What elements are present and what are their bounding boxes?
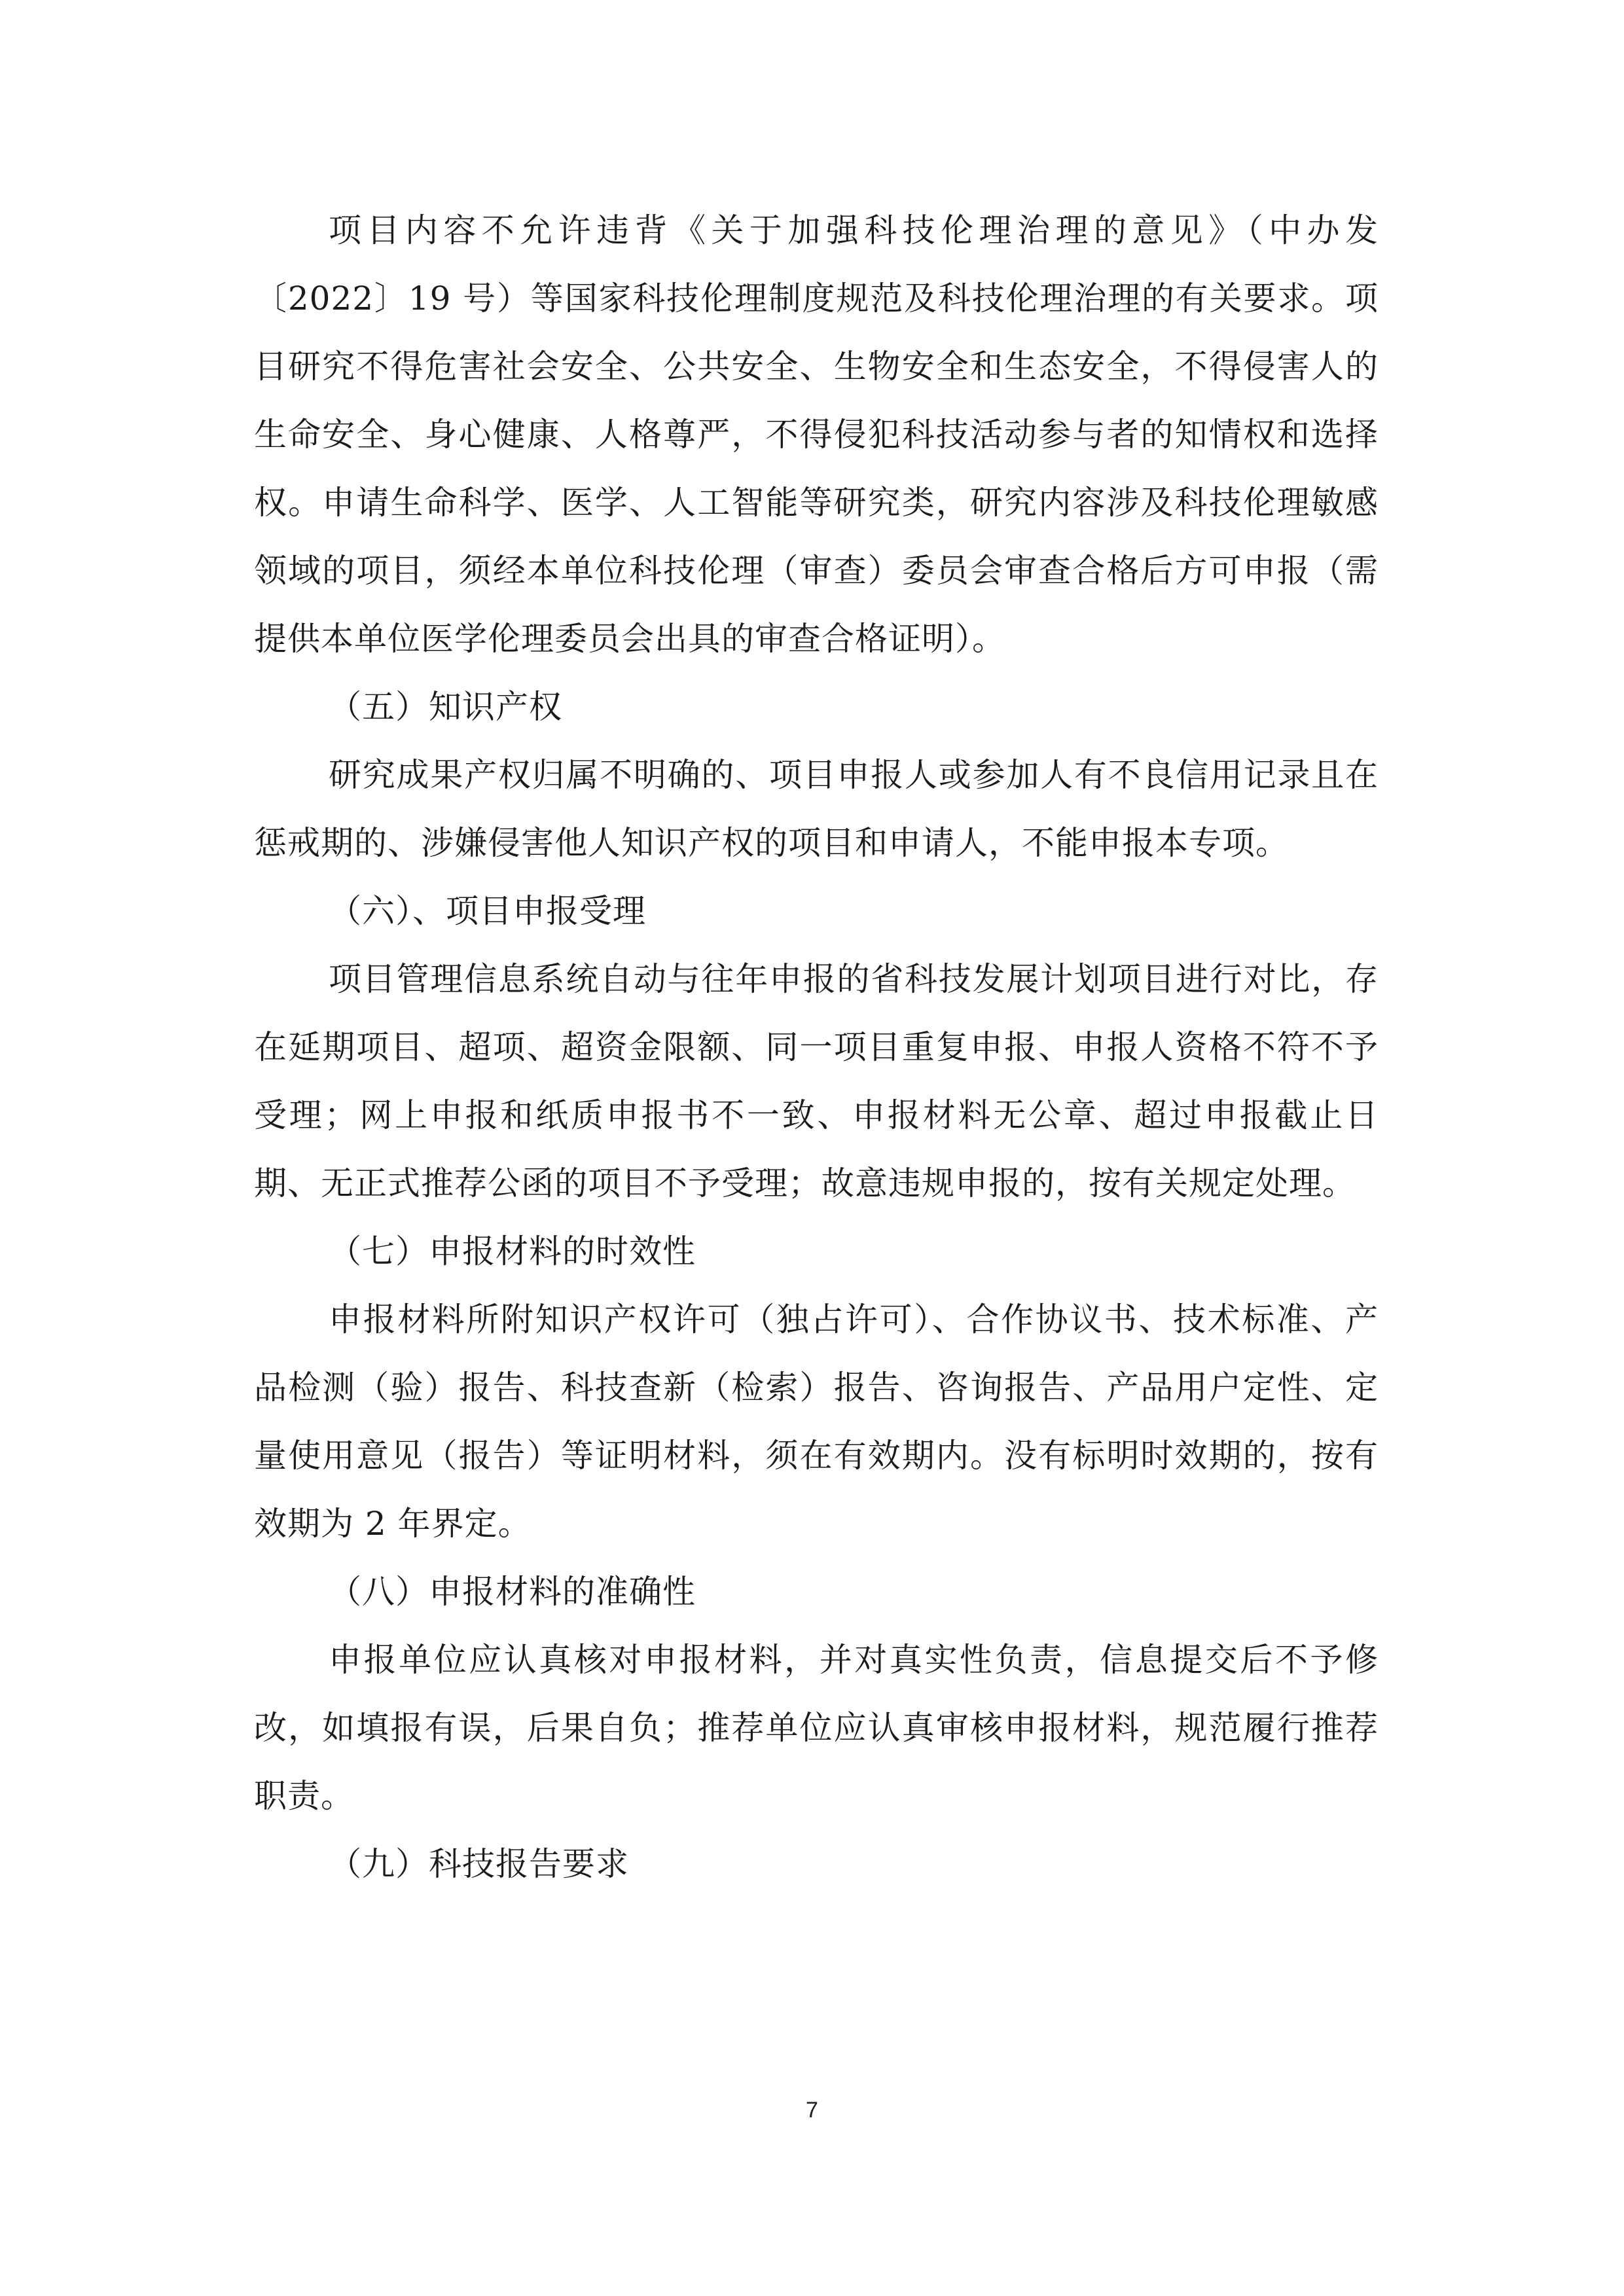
heading-application-acceptance: （六）、项目申报受理 <box>329 892 646 930</box>
heading-intellectual-property: （五）知识产权 <box>329 688 562 726</box>
paragraph-intellectual-property: 研究成果产权归属不明确的、项目申报人或参加人有不良信用记录且在惩戒期的、涉嫌侵害他人知识产权的项目和申请人，不能申报本专项。 <box>254 756 1379 862</box>
heading-tech-report-requirements: （九）科技报告要求 <box>329 1845 629 1883</box>
page-body <box>254 196 1379 1898</box>
paragraph-material-accuracy: 申报单位应认真核对申报材料，并对真实性负责，信息提交后不予修改，如填报有误，后果自负；推荐单位应认真审核申报材料，规范履行推荐职责。 <box>254 1641 1379 1815</box>
heading-material-validity: （七）申报材料的时效性 <box>329 1232 696 1270</box>
paragraph-application-acceptance: 项目管理信息系统自动与往年申报的省科技发展计划项目进行对比，存在延期项目、超项、超资金限额、同一项目重复申报、申报人资格不符不予受理；网上申报和纸质申报书不一致、申报材料无公章、超过申报截止日期、无正式推荐公函的项目不予受理；故意违规申报的，按有关规定处理。 <box>254 960 1379 1202</box>
heading-material-accuracy: （八）申报材料的准确性 <box>329 1573 696 1611</box>
page-number: 7 <box>806 2098 818 2123</box>
paragraph-material-validity: 申报材料所附知识产权许可（独占许可）、合作协议书、技术标准、产品检测（验）报告、科技查新（检索）报告、咨询报告、产品用户定性、定量使用意见（报告）等证明材料，须在有效期内。没有标明时效期的，按有效期为 2 年界定。 <box>254 1300 1379 1543</box>
paragraph-ethics-requirements: 项目内容不允许违背《关于加强科技伦理治理的意见》（中办发〔2022〕19 号）等国家科技伦理制度规范及科技伦理治理的有关要求。项目研究不得危害社会安全、公共安全、生物安全和生态安全，不得侵害人的生命安全、身心健康、人格尊严，不得侵犯科技活动参与者的知情权和选择权。申请生命科学、医学、人工智能等研究类，研究内容涉及科技伦理敏感领域的项目，须经本单位科技伦理（审查）委员会审查合格后方可申报（需提供本单位医学伦理委员会出具的审查合格证明）。 <box>254 211 1379 658</box>
